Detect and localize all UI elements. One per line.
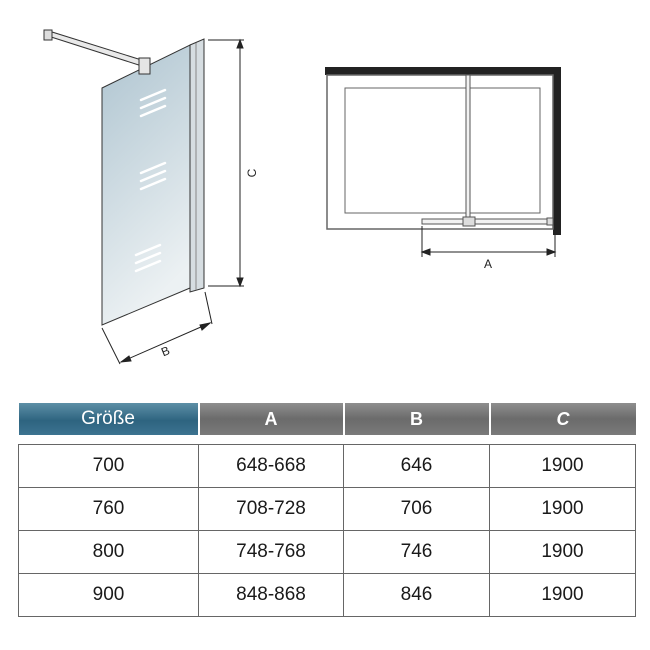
glass-panel-edge [190, 39, 204, 292]
table-header-row [19, 403, 636, 435]
cell-b: 706 [344, 488, 490, 531]
top-view [325, 67, 561, 235]
dimension-c-label: C [245, 168, 259, 178]
table-row [19, 531, 636, 574]
dimension-b-label: B [159, 343, 172, 360]
table-row [19, 445, 636, 488]
cell-c: 1900 [490, 531, 636, 574]
size-table [18, 403, 636, 617]
table-row [19, 574, 636, 617]
stabilizer-bar [44, 30, 150, 74]
cell-size: 800 [19, 531, 199, 574]
table-row [19, 488, 636, 531]
cell-size: 900 [19, 574, 199, 617]
cell-c: 1900 [490, 574, 636, 617]
cell-a: 848-868 [199, 574, 344, 617]
top-stabilizer-bar [466, 75, 470, 225]
cell-b: 746 [344, 531, 490, 574]
cell-a: 648-668 [199, 445, 344, 488]
cell-c: 1900 [490, 445, 636, 488]
dimension-c [208, 40, 244, 286]
cell-b: 846 [344, 574, 490, 617]
cell-size: 700 [19, 445, 199, 488]
header-b: B [344, 403, 490, 435]
side-wall [553, 67, 561, 235]
glass-panel-3d [44, 30, 204, 325]
wall-mount-bracket [44, 30, 52, 40]
cell-b: 646 [344, 445, 490, 488]
dimension-a-label: A [483, 257, 493, 271]
header-a: A [199, 403, 344, 435]
glass-panel-face [102, 45, 190, 325]
top-glass-panel [422, 219, 553, 224]
header-size: Größe [19, 403, 199, 435]
dimension-a [422, 226, 555, 257]
cell-size: 760 [19, 488, 199, 531]
cell-a: 748-768 [199, 531, 344, 574]
bar-clamp [139, 58, 150, 74]
back-wall [325, 67, 561, 75]
tray-outer [327, 75, 553, 229]
cell-a: 708-728 [199, 488, 344, 531]
header-c: C [490, 403, 636, 435]
cell-c: 1900 [490, 488, 636, 531]
